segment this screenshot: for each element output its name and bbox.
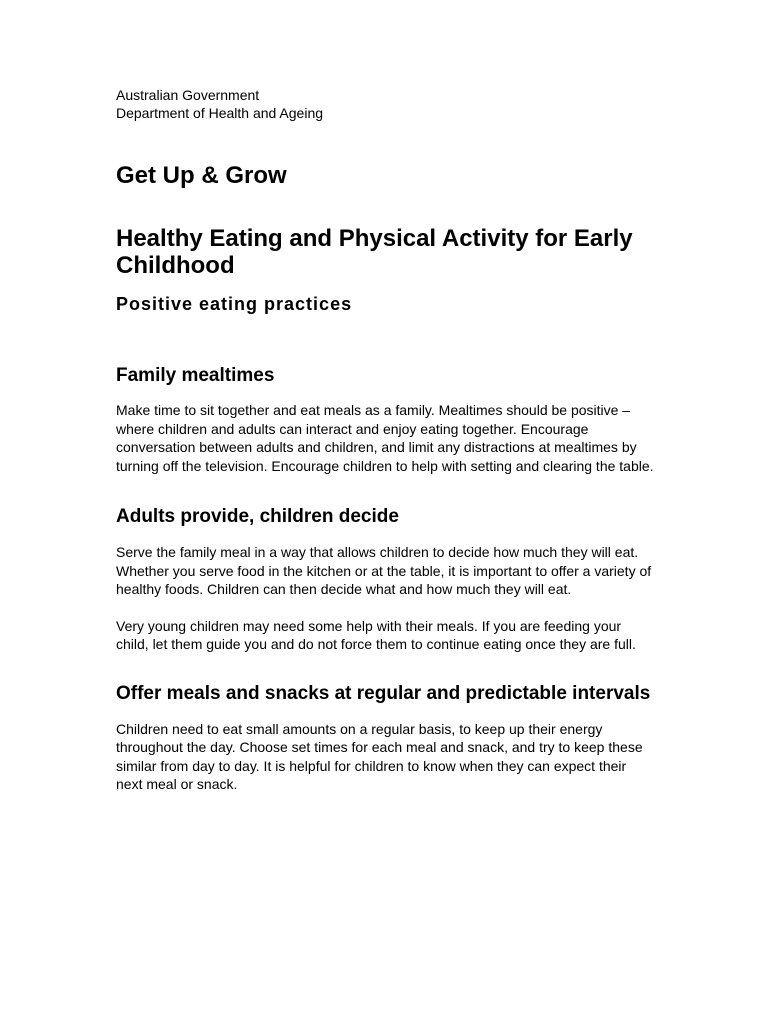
org-line-1: Australian Government [116,87,260,103]
org-line-2: Department of Health and Ageing [116,105,324,121]
document-title: Get Up & Grow [116,162,287,189]
section-title-family-mealtimes: Family mealtimes [116,365,275,386]
document-page [116,86,656,794]
paragraph-regular-intervals: Children need to eat small amounts on a regular basis, to keep up their energy throughout the day. Choose set times for each meal and snack, and try to keep these similar from day to day. It is helpful for children to know when they can expect their next meal or snack. [116,720,643,792]
section-heading: Positive eating practices [116,294,353,314]
document-subtitle: Healthy Eating and Physical Activity for Early Childhood [116,225,633,279]
paragraph-adults-provide-1: Serve the family meal in a way that allows children to decide how much they will eat. Whether you serve food in the kitchen or at the table, it is important to offer a variety of healthy foods. Children can then decide what and how much they will eat. [116,544,652,597]
section-title-adults-provide: Adults provide, children decide [116,506,399,527]
paragraph-adults-provide-2: Very young children may need some help with their meals. If you are feeding your child, let them guide you and do not force them to continue eating once they are full. [116,617,636,652]
paragraph-family-mealtimes: Make time to sit together and eat meals as a family. Mealtimes should be positive – where children and adults can interact and enjoy eating together. Encourage conversation between adults and children, and limit any distractions at mealtimes by turning off the television. Encourage children to help with setting and clearing the table. [116,402,654,474]
section-title-regular-intervals: Offer meals and snacks at regular and predictable intervals [116,682,651,704]
